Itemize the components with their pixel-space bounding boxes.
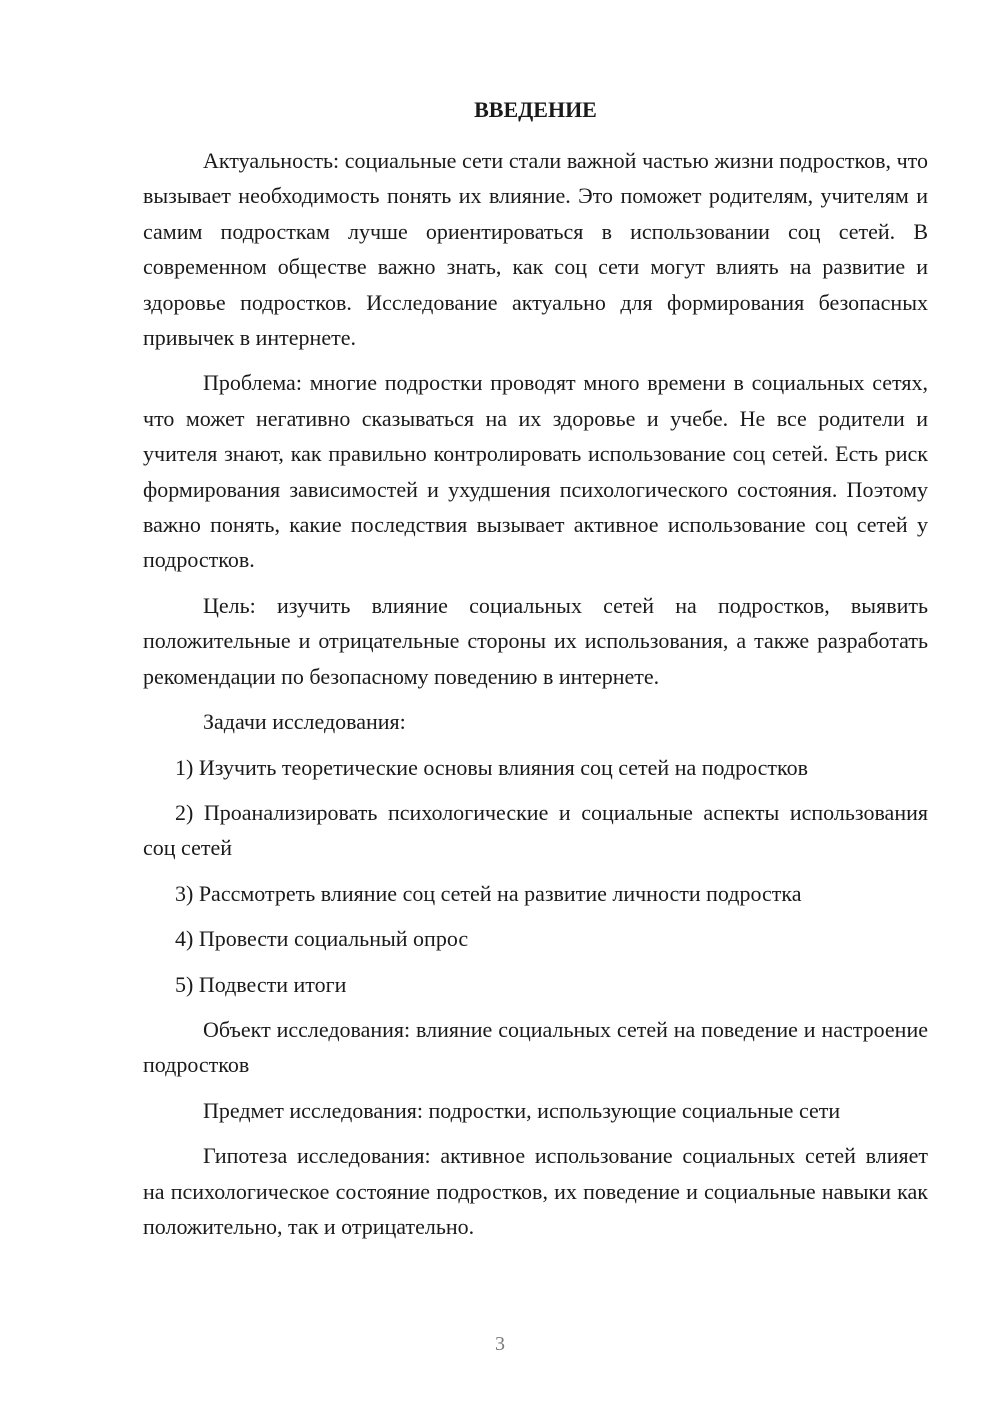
paragraph-subject: Предмет исследования: подростки, использующие социальные сети [203, 1097, 841, 1123]
section-title: ВВЕДЕНИЕ [474, 97, 597, 122]
paragraph-object: Объект исследования: влияние социальных сетей на поведение и настроение подростков [143, 1016, 928, 1078]
paragraph-hypothesis: Гипотеза исследования: активное использование социальных сетей влияет на психологическое состояние подростков, их поведение и социальные навыки как положительно, так и отрицательно. [143, 1143, 928, 1239]
task-item-1: 1) Изучить теоретические основы влияния соц сетей на подростков [175, 754, 808, 780]
tasks-heading: Задачи исследования: [203, 709, 406, 735]
task-item-4: 4) Провести социальный опрос [175, 926, 469, 952]
paragraph-problem: Проблема: многие подростки проводят много времени в социальных сетях, что может негативно сказываться на их здоровье и учебе. Не все родители и учителя знают, как правильно контролировать использование соц сетей. Есть риск формирования зависимостей и ухудшения психологического состояния. Поэтому важно понять, какие последствия вызывает активное использование соц сетей у подростков. [143, 370, 928, 573]
page-number: 3 [495, 1333, 505, 1355]
paragraph-goal: Цель: изучить влияние социальных сетей на подростков, выявить положительные и отрицательные стороны их использования, а также разработать рекомендации по безопасному поведению в интернете. [143, 592, 928, 689]
paragraph-relevance: Актуальность: социальные сети стали важной частью жизни подростков, что вызывает необходимость понять их влияние. Это поможет родителям, учителям и самим подросткам лучше ориентироваться в использовании соц сетей. В современном обществе важно знать, как соц сети могут влиять на развитие и здоровье подростков. Исследование актуально для формирования безопасных привычек в интернете. [143, 148, 928, 351]
document-body [143, 143, 928, 1254]
task-item-5: 5) Подвести итоги [175, 971, 347, 997]
task-item-3: 3) Рассмотреть влияние соц сетей на развитие личности подростка [175, 880, 802, 906]
task-item-2: 2) Проанализировать психологические и социальные аспекты использования соц сетей [143, 799, 928, 861]
